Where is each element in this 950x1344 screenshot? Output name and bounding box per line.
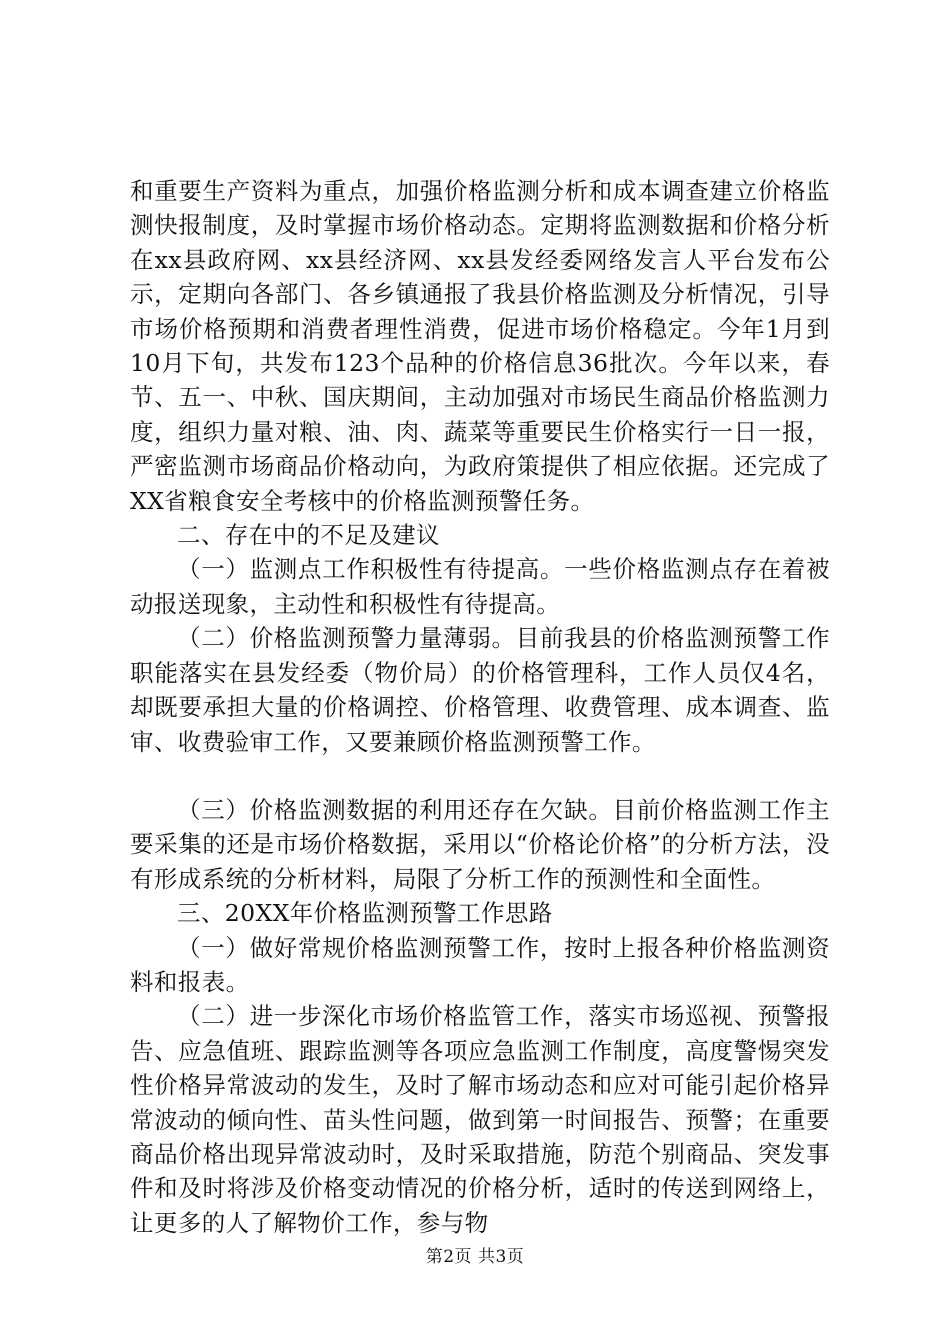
paragraph-issue-3: （三）价格监测数据的利用还存在欠缺。目前价格监测工作主要采集的还是市场价格数据，采用以“价格论价格”的分析方法，没有形成系统的分析材料，局限了分析工作的预测性和全面性。	[130, 795, 830, 893]
paragraph-continuation: 和重要生产资料为重点，加强价格监测分析和成本调查建立价格监测快报制度，及时掌握市场价格动态。定期将监测数据和价格分析在xx县政府网、xx县经济网、xx县发经委网络发言人平台发布公示，定期向各部门、各乡镇通报了我县价格监测及分析情况，引导市场价格预期和消费者理性消费，促进市场价格稳定。今年1月到10月下旬，共发布123个品种的价格信息36批次。今年以来，春节、五一、中秋、国庆期间，主动加强对市场民生商品价格监测力度，组织力量对粮、油、肉、蔬菜等重要民生价格实行一日一报，严密监测市场商品价格动向，为政府策提供了相应依据。还完成了XX省粮食安全考核中的价格监测预警任务。	[130, 177, 830, 515]
page-footer: 第2页 共3页	[425, 1247, 525, 1267]
section-heading-2: 二、存在中的不足及建议	[177, 521, 440, 550]
document-body	[130, 174, 830, 1240]
paragraph-plan-2: （二）进一步深化市场价格监管工作，落实市场巡视、预警报告、应急值班、跟踪监测等各项应急监测工作制度，高度警惕突发性价格异常波动的发生，及时了解市场动态和应对可能引起价格异常波动的倾向性、苗头性问题，做到第一时间报告、预警；在重要商品价格出现异常波动时，及时采取措施，防范个别商品、突发事件和及时将涉及价格变动情况的价格分析，适时的传送到网络上，让更多的人了解物价工作，参与物	[130, 1002, 830, 1237]
paragraph-issue-2: （二）价格监测预警力量薄弱。目前我县的价格监测预警工作职能落实在县发经委（物价局）的价格管理科，工作人员仅4名，却既要承担大量的价格调控、价格管理、收费管理、成本调查、监审、收费验审工作，又要兼顾价格监测预警工作。	[130, 624, 830, 756]
paragraph-plan-1: （一）做好常规价格监测预警工作，按时上报各种价格监测资料和报表。	[130, 933, 830, 996]
paragraph-issue-1: （一）监测点工作积极性有待提高。一些价格监测点存在着被动报送现象，主动性和积极性有待提高。	[130, 555, 830, 618]
section-heading-3: 三、20XX年价格监测预警工作思路	[177, 899, 553, 928]
